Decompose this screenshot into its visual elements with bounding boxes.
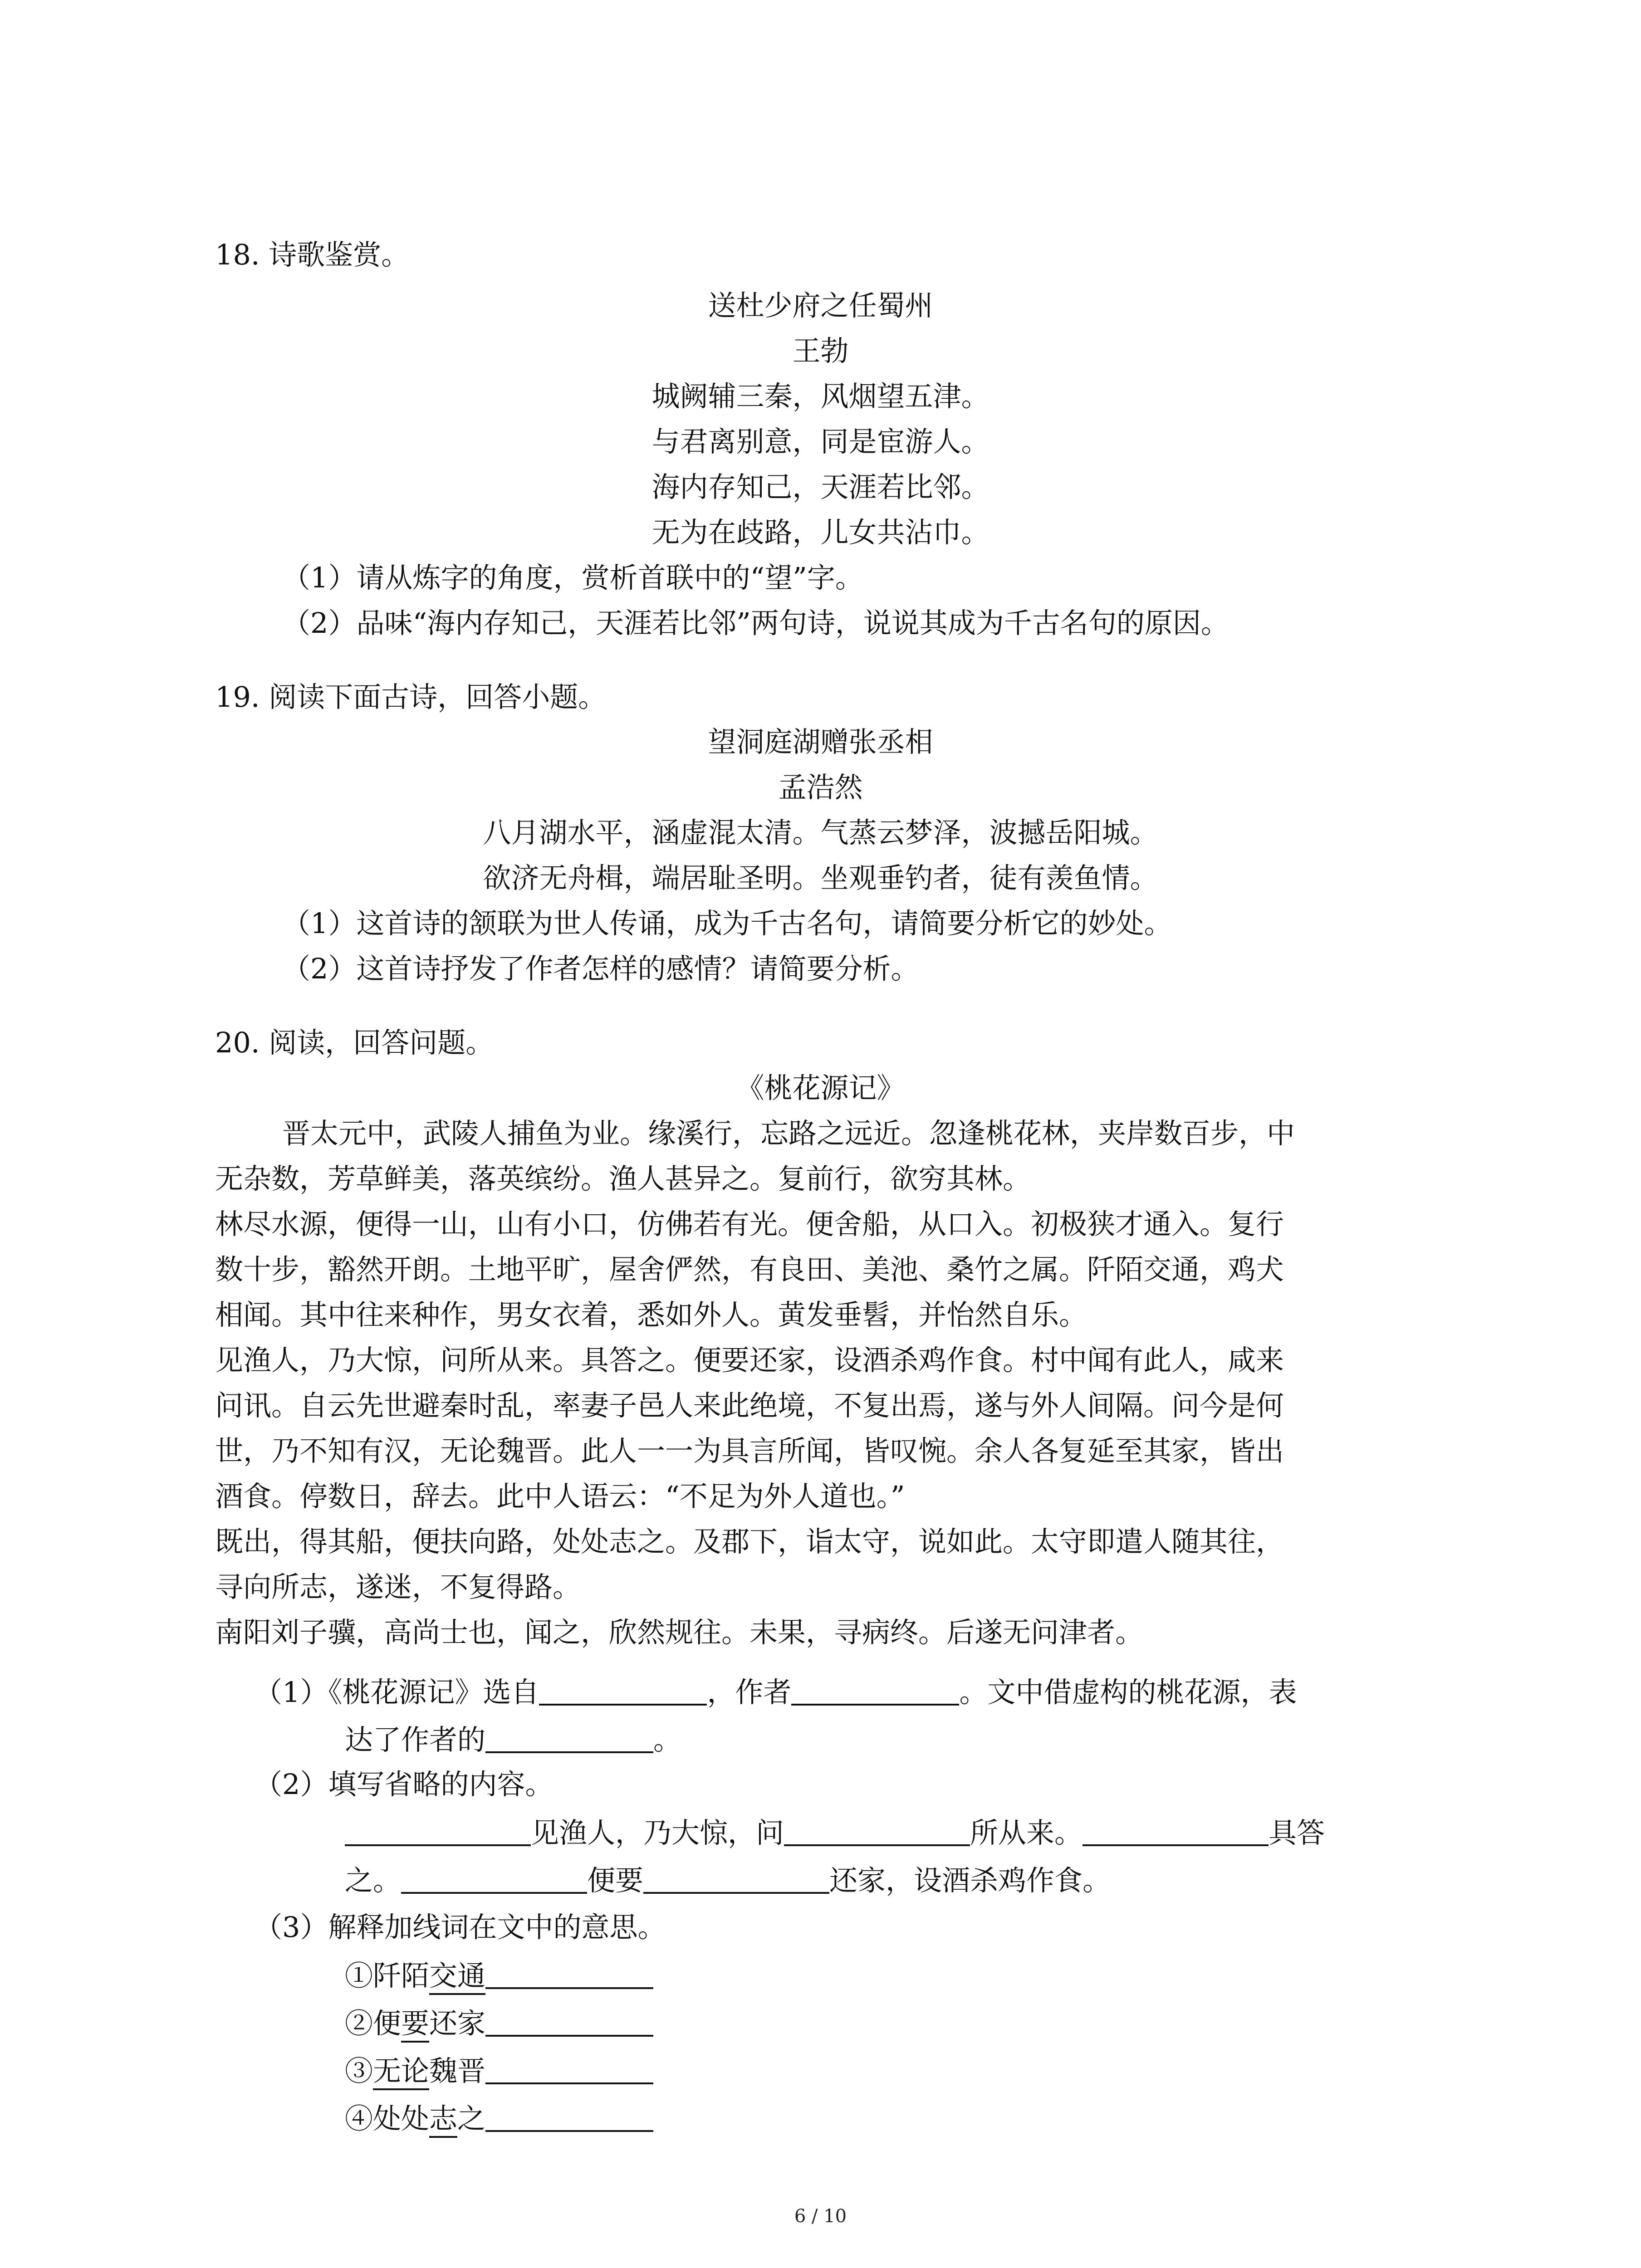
q20-sub1-text: 。 (653, 1723, 682, 1756)
q20-sub2-line1 (345, 1818, 1325, 1847)
q20-sub3-item (345, 1961, 653, 1990)
page-number: 6 / 10 (794, 2206, 847, 2227)
poem-author: 孟浩然 (778, 771, 863, 804)
underlined-word: 志 (429, 2102, 457, 2138)
q20-sub2-text: 见渔人，乃大惊，问 (531, 1816, 784, 1849)
passage-line: 世，乃不知有汉，无论魏晋。此人一一为具言所闻，皆叹惋。余人各复延至其家，皆出 (215, 1434, 1284, 1467)
q20-sub2-text: 便要 (587, 1864, 644, 1897)
item-text: ③ (345, 2054, 373, 2087)
answer-blank[interactable] (485, 2056, 653, 2084)
answer-blank[interactable] (485, 2009, 653, 2037)
q20-sub2-text: 所从来。 (970, 1816, 1083, 1849)
q20-sub1-line1 (254, 1676, 1297, 1709)
q20-sub1-line2 (345, 1725, 681, 1754)
item-text: ④处处 (345, 2102, 430, 2135)
answer-blank[interactable] (485, 1725, 653, 1753)
passage-line: 晋太元中，武陵人捕鱼为业。缘溪行，忘路之远近。忽逢桃花林，夹岸数百步，中 (282, 1117, 1295, 1150)
q20-heading: 20. 阅读，回答问题。 (215, 1026, 494, 1059)
poem-line: 八月湖水平，涵虚混太清。气蒸云梦泽，波撼岳阳城。 (483, 816, 1158, 849)
answer-blank[interactable] (345, 1818, 531, 1846)
poem-line: 海内存知己，天涯若比邻。 (652, 470, 989, 503)
poem-line: 与君离别意，同是宦游人。 (652, 425, 989, 458)
passage-title: 《桃花源记》 (736, 1071, 905, 1105)
answer-blank[interactable] (401, 1866, 587, 1894)
q18-sub2: （2）品味“海内存知己，天涯若比邻”两句诗，说说其成为千古名句的原因。 (282, 606, 1229, 640)
underlined-word: 要 (401, 2007, 429, 2043)
q20-sub1-text: （1）《桃花源记》选自 (254, 1676, 539, 1709)
passage-line: 寻向所志，遂迷，不复得路。 (215, 1570, 581, 1603)
q20-sub3-item (345, 2104, 653, 2133)
underlined-word: 交通 (429, 1959, 485, 1995)
underlined-word: 无论 (373, 2054, 429, 2090)
answer-blank[interactable] (539, 1677, 707, 1706)
q18-sub1: （1）请从炼字的角度，赏析首联中的“望”字。 (282, 561, 863, 594)
passage-line: 既出，得其船，便扶向路，处处志之。及郡下，诣太守，说如此。太守即遣人随其往， (215, 1525, 1284, 1558)
poem-line: 城阙辅三秦，风烟望五津。 (652, 380, 989, 413)
item-text: ②便 (345, 2007, 402, 2040)
q18-heading: 18. 诗歌鉴赏。 (215, 238, 410, 271)
answer-blank[interactable] (784, 1818, 970, 1846)
answer-blank[interactable] (791, 1677, 959, 1706)
item-text: 魏晋 (429, 2054, 486, 2087)
q20-sub1-text: ，作者 (707, 1676, 792, 1709)
item-text: 之 (457, 2102, 486, 2135)
q20-sub1-text: 。文中借虚构的桃花源，表 (959, 1676, 1297, 1709)
passage-line: 问讯。自云先世避秦时乱，率妻子邑人来此绝境，不复出焉，遂与外人间隔。问今是何 (215, 1389, 1284, 1422)
q19-sub2: （2）这首诗抒发了作者怎样的感情？请简要分析。 (282, 952, 919, 985)
poem-line: 无为在歧路，儿女共沾巾。 (652, 516, 989, 549)
q19-sub1: （1）这首诗的颔联为世人传诵，成为千古名句，请简要分析它的妙处。 (282, 907, 1172, 940)
q20-sub2-text: 之。 (345, 1864, 402, 1897)
item-text: ①阡陌 (345, 1959, 430, 1992)
answer-blank[interactable] (485, 1961, 653, 1989)
poem-title: 望洞庭湖赠张丞相 (708, 725, 933, 758)
passage-line: 数十步，豁然开朗。土地平旷，屋舍俨然，有良田、美池、桑竹之属。阡陌交通，鸡犬 (215, 1253, 1284, 1286)
q20-sub3-item (345, 2056, 653, 2085)
q20-sub3-item (345, 2009, 653, 2038)
passage-line: 见渔人，乃大惊，问所从来。具答之。便要还家，设酒杀鸡作食。村中闻有此人，咸来 (215, 1344, 1284, 1377)
item-text: 还家 (429, 2007, 486, 2040)
passage-line: 相闻。其中往来种作，男女衣着，悉如外人。黄发垂髫，并怡然自乐。 (215, 1298, 1087, 1331)
q20-sub3-label: （3）解释加线词在文中的意思。 (254, 1911, 666, 1944)
q20-sub2-text: 具答 (1269, 1816, 1325, 1849)
answer-blank[interactable] (485, 2104, 653, 2132)
passage-line: 酒食。停数日，辞去。此中人语云：“不足为外人道也。” (215, 1480, 905, 1513)
poem-author: 王勃 (792, 334, 849, 367)
q20-sub2-line2 (345, 1866, 1111, 1895)
q19-heading: 19. 阅读下面古诗，回答小题。 (215, 680, 607, 714)
answer-blank[interactable] (643, 1866, 829, 1894)
q20-sub2-label: （2）填写省略的内容。 (254, 1768, 554, 1801)
poem-line: 欲济无舟楫，端居耻圣明。坐观垂钓者，徒有羡鱼情。 (483, 861, 1158, 894)
poem-title: 送杜少府之任蜀州 (708, 289, 933, 322)
passage-line: 林尽水源，便得一山，山有小口，仿佛若有光。便舍船，从口入。初极狭才通入。复行 (215, 1207, 1284, 1241)
q20-sub2-text: 还家，设酒杀鸡作食。 (829, 1864, 1111, 1897)
answer-blank[interactable] (1083, 1818, 1269, 1846)
q20-sub1-text: 达了作者的 (345, 1723, 486, 1756)
passage-line: 南阳刘子骥，高尚士也，闻之，欣然规往。未果，寻病终。后遂无问津者。 (215, 1616, 1144, 1649)
passage-line: 无杂数，芳草鲜美，落英缤纷。渔人甚异之。复前行，欲穷其林。 (215, 1162, 1031, 1195)
